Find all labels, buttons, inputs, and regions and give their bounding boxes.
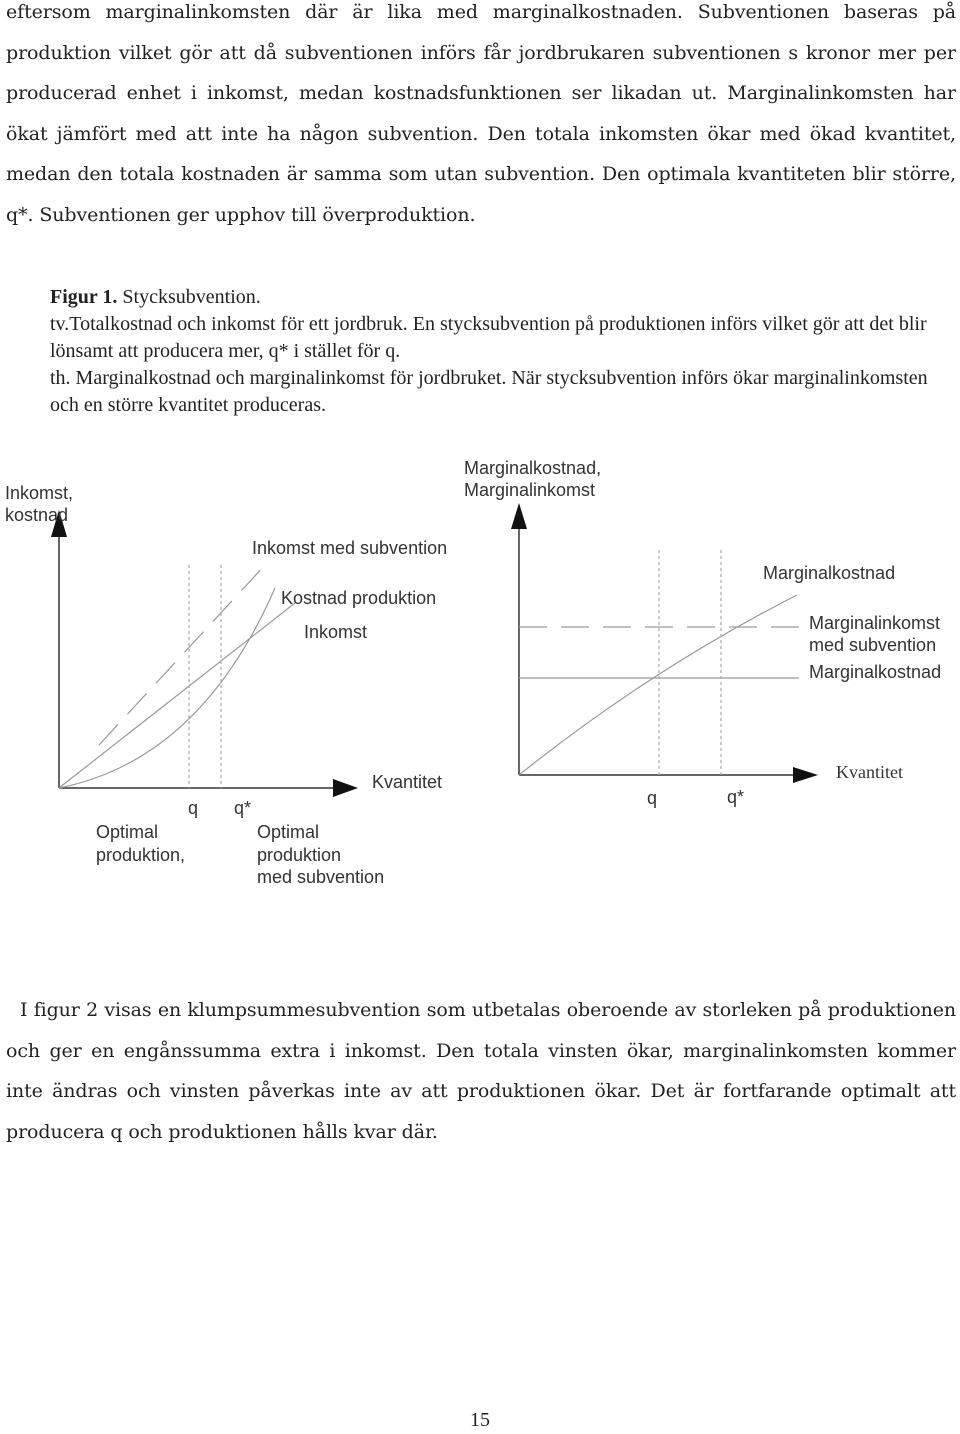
optimal-production-label-1: Optimal: [96, 822, 159, 842]
label-cost-production: Kostnad produktion: [281, 588, 437, 608]
figure-label: Figur 1.: [50, 286, 118, 308]
right-x-axis-arrowhead: [793, 767, 818, 783]
left-x-axis-label: Kvantitet: [372, 772, 443, 792]
page-number: 15: [470, 1409, 490, 1431]
income-line: [59, 603, 295, 788]
right-tick-q: q: [647, 788, 658, 808]
figure-diagram: [0, 440, 960, 900]
right-y-axis-label-1: Marginalkostnad,: [464, 458, 602, 478]
optimal-subsidy-label-3: med subvention: [257, 867, 385, 887]
label-marginal-income-subsidy-2: med subvention: [809, 635, 937, 655]
optimal-subsidy-label-2: produktion: [257, 845, 342, 865]
optimal-subsidy-label-1: Optimal: [257, 822, 320, 842]
left-chart: [5, 483, 447, 887]
optimal-production-label-2: produktion,: [96, 845, 186, 865]
right-y-axis-label-2: Marginalinkomst: [464, 480, 596, 500]
marginal-cost-curve: [519, 595, 797, 775]
left-x-axis-arrowhead: [333, 779, 358, 797]
right-y-axis-arrowhead: [511, 503, 527, 529]
body-paragraph-bottom: I figur 2 visas en klumpsummesubvention som utbetalas oberoende av storleken på produktionen och ger en engånssumma extra i inkomst. Den totala vinsten ökar, marginalinkomsten kommer inte ändras och vinsten påverkas inte av att produktionen ökar. Det är fortfarande optimalt att producera q och produktionen hålls kvar där.: [6, 999, 956, 1143]
caption-title-line: [50, 284, 930, 311]
left-y-axis-label-1: Inkomst,: [5, 483, 74, 503]
left-y-axis-label-2: kostnad: [5, 505, 69, 525]
left-tick-qstar: q*: [234, 798, 252, 818]
label-income: Inkomst: [304, 622, 368, 642]
label-marginal-income-subsidy-1: Marginalinkomst: [809, 613, 941, 633]
label-marginal-cost: Marginalkostnad: [763, 563, 896, 583]
figure-caption: [50, 284, 930, 419]
right-chart: [464, 458, 941, 808]
figure-title: Stycksubvention.: [122, 286, 261, 308]
right-x-axis-label: Kvantitet: [836, 762, 903, 782]
left-tick-q: q: [188, 798, 199, 818]
caption-left-description: tv.Totalkostnad och inkomst för ett jordbruk. En stycksubvention på produktionen införs vilket gör att det blir lönsamt att producera mer, q* i stället för q.: [50, 313, 927, 362]
label-income-with-subsidy: Inkomst med subvention: [252, 538, 448, 558]
caption-right-description: th. Marginalkostnad och marginalinkomst för jordbruket. När stycksubvention införs ökar marginalinkomsten och en större kvantitet produceras.: [50, 367, 928, 416]
cost-curve: [59, 588, 275, 788]
body-paragraph-top: eftersom marginalinkomsten där är lika med marginalkostnaden. Subventionen baseras på produktion vilket gör att då subventionen införs får jordbrukaren subventionen s kronor mer per producerad enhet i inkomst, medan kostnadsfunktionen ser likadan ut. Marginalinkomsten har ökat jämfört med att inte ha någon subvention. Den totala inkomsten ökar med ökad kvantitet, medan den totala kostnaden är samma som utan subvention. Den optimala kvantiteten blir större, q*. Subventionen ger upphov till överproduktion.: [6, 1, 956, 226]
right-tick-qstar: q*: [727, 787, 745, 807]
label-marginal-income: Marginalkostnad: [809, 662, 942, 682]
